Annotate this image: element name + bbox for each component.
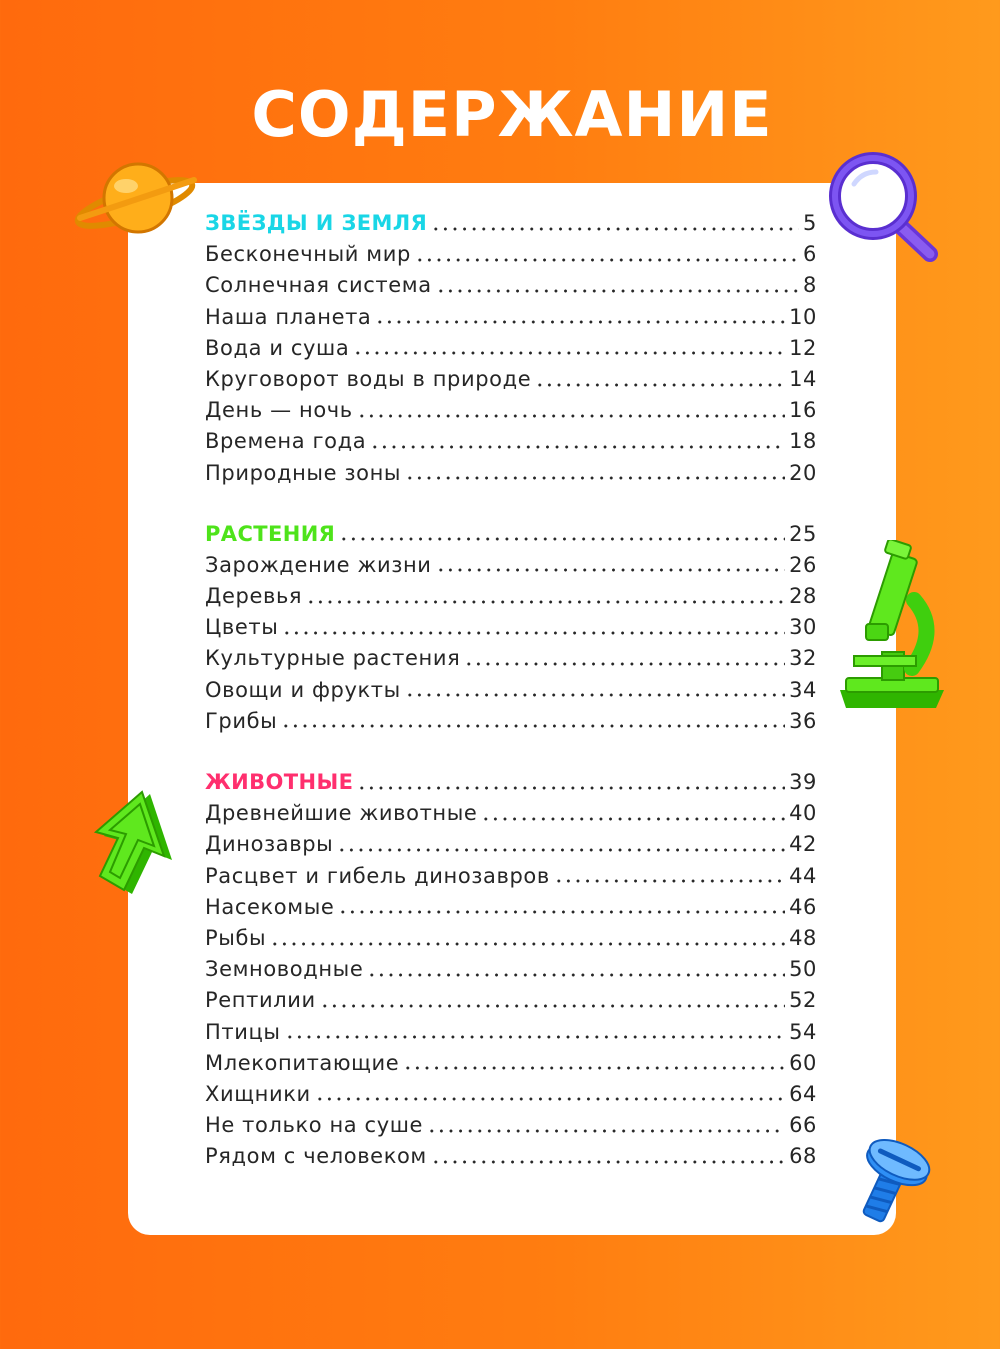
entry-title: Насекомые xyxy=(205,894,335,919)
toc-section-animals[interactable] xyxy=(205,767,817,798)
entry-title: Древнейшие животные xyxy=(205,801,478,826)
dot-leader xyxy=(357,785,785,791)
page-number: 12 xyxy=(789,335,817,360)
toc-section-plants[interactable] xyxy=(205,519,817,550)
entry-title: Рядом с человеком xyxy=(205,1144,427,1169)
toc-entry[interactable] xyxy=(205,675,817,706)
page-number: 26 xyxy=(789,552,817,577)
page-number: 64 xyxy=(789,1081,817,1106)
dot-leader xyxy=(315,1096,785,1102)
toc-entry[interactable] xyxy=(205,643,817,674)
dot-leader xyxy=(357,413,785,419)
entry-title: Бесконечный мир xyxy=(205,242,411,267)
entry-title: Наша планета xyxy=(205,304,372,329)
entry-title: Не только на суше xyxy=(205,1113,424,1138)
dot-leader xyxy=(285,1034,786,1040)
dot-leader xyxy=(481,816,785,822)
dot-leader xyxy=(431,226,799,232)
dot-leader xyxy=(337,847,785,853)
table-of-contents xyxy=(205,208,817,1172)
toc-entry[interactable] xyxy=(205,1141,817,1172)
dot-leader xyxy=(367,972,785,978)
page-number: 18 xyxy=(789,429,817,454)
dot-leader xyxy=(375,319,785,325)
entry-title: Хищники xyxy=(205,1081,311,1106)
toc-entry[interactable] xyxy=(205,581,817,612)
page-number: 40 xyxy=(789,801,817,826)
entry-title: Круговорот воды в природе xyxy=(205,366,532,391)
toc-entry[interactable] xyxy=(205,395,817,426)
page-number: 16 xyxy=(789,398,817,423)
entry-title: Рыбы xyxy=(205,925,267,950)
page-number: 39 xyxy=(789,770,817,794)
toc-entry[interactable] xyxy=(205,892,817,923)
page-number: 25 xyxy=(789,521,817,546)
entry-title: Грибы xyxy=(205,708,278,733)
page-number: 54 xyxy=(789,1019,817,1044)
toc-entry[interactable] xyxy=(205,829,817,860)
arrow-icon xyxy=(80,790,180,900)
dot-leader xyxy=(415,257,799,263)
entry-title: Зарождение жизни xyxy=(205,552,432,577)
dot-leader xyxy=(405,475,785,481)
page-number: 44 xyxy=(789,863,817,888)
page-number: 5 xyxy=(803,211,817,235)
page-number: 6 xyxy=(803,242,817,267)
entry-title: Овощи и фрукты xyxy=(205,677,401,702)
dot-leader xyxy=(370,444,785,450)
dot-leader xyxy=(464,661,785,667)
dot-leader xyxy=(270,941,785,947)
page-title: СОДЕРЖАНИЕ xyxy=(251,78,773,151)
planet-icon xyxy=(70,148,200,248)
toc-entry[interactable] xyxy=(205,706,817,737)
page-number: 50 xyxy=(789,957,817,982)
entry-title: Расцвет и гибель динозавров xyxy=(205,863,550,888)
toc-entry[interactable] xyxy=(205,239,817,270)
toc-section-stars[interactable] xyxy=(205,208,817,239)
dot-leader xyxy=(554,878,785,884)
toc-entry[interactable] xyxy=(205,798,817,829)
toc-entry[interactable] xyxy=(205,270,817,301)
page-number: 10 xyxy=(789,304,817,329)
toc-entry[interactable] xyxy=(205,333,817,364)
magnifier-icon xyxy=(818,148,948,268)
entry-title: Цветы xyxy=(205,615,279,640)
entry-title: Природные зоны xyxy=(205,460,402,485)
dot-leader xyxy=(339,536,785,542)
entry-title: Времена года xyxy=(205,429,367,454)
dot-leader xyxy=(535,382,785,388)
entry-title: Земноводные xyxy=(205,957,364,982)
page-number: 8 xyxy=(803,273,817,298)
toc-entry[interactable] xyxy=(205,458,817,489)
page-number: 32 xyxy=(789,646,817,671)
dot-leader xyxy=(320,1003,785,1009)
entry-title: Динозавры xyxy=(205,832,334,857)
entry-title: Деревья xyxy=(205,584,303,609)
page-number: 20 xyxy=(789,460,817,485)
entry-title: Вода и суша xyxy=(205,335,350,360)
page-number: 34 xyxy=(789,677,817,702)
toc-entry[interactable] xyxy=(205,550,817,581)
dot-leader xyxy=(353,350,785,356)
dot-leader xyxy=(405,692,785,698)
dot-leader xyxy=(436,567,786,573)
toc-entry[interactable] xyxy=(205,1017,817,1048)
section-heading: РАСТЕНИЯ xyxy=(205,521,336,546)
dot-leader xyxy=(403,1065,785,1071)
toc-entry[interactable] xyxy=(205,1079,817,1110)
toc-entry[interactable] xyxy=(205,985,817,1016)
toc-entry[interactable] xyxy=(205,302,817,333)
dot-leader xyxy=(306,599,785,605)
entry-title: Рептилии xyxy=(205,988,316,1013)
dot-leader xyxy=(431,1159,785,1165)
toc-entry[interactable] xyxy=(205,612,817,643)
screw-icon xyxy=(846,1128,936,1228)
toc-entry[interactable] xyxy=(205,1110,817,1141)
page-number: 30 xyxy=(789,615,817,640)
section-heading: ЗВЁЗДЫ И ЗЕМЛЯ xyxy=(205,211,428,235)
entry-title: Птицы xyxy=(205,1019,281,1044)
page-number: 28 xyxy=(789,584,817,609)
entry-title: Культурные растения xyxy=(205,646,461,671)
dot-leader xyxy=(281,723,785,729)
entry-title: Солнечная система xyxy=(205,273,432,298)
page-number: 66 xyxy=(789,1113,817,1138)
page-number: 42 xyxy=(789,832,817,857)
toc-entry[interactable] xyxy=(205,1048,817,1079)
dot-leader xyxy=(436,288,799,294)
toc-entry[interactable] xyxy=(205,954,817,985)
toc-entry[interactable] xyxy=(205,923,817,954)
toc-entry[interactable] xyxy=(205,861,817,892)
dot-leader xyxy=(338,909,785,915)
page-number: 68 xyxy=(789,1144,817,1169)
entry-title: Млекопитающие xyxy=(205,1050,400,1075)
page-number: 14 xyxy=(789,366,817,391)
page-number: 46 xyxy=(789,894,817,919)
page-number: 60 xyxy=(789,1050,817,1075)
toc-entry[interactable] xyxy=(205,426,817,457)
microscope-icon xyxy=(832,540,952,710)
page-number: 36 xyxy=(789,708,817,733)
page-number: 48 xyxy=(789,925,817,950)
toc-entry[interactable] xyxy=(205,364,817,395)
dot-leader xyxy=(282,630,785,636)
page-number: 52 xyxy=(789,988,817,1013)
section-heading: ЖИВОТНЫЕ xyxy=(205,770,354,794)
entry-title: День — ночь xyxy=(205,398,353,423)
dot-leader xyxy=(427,1128,785,1134)
